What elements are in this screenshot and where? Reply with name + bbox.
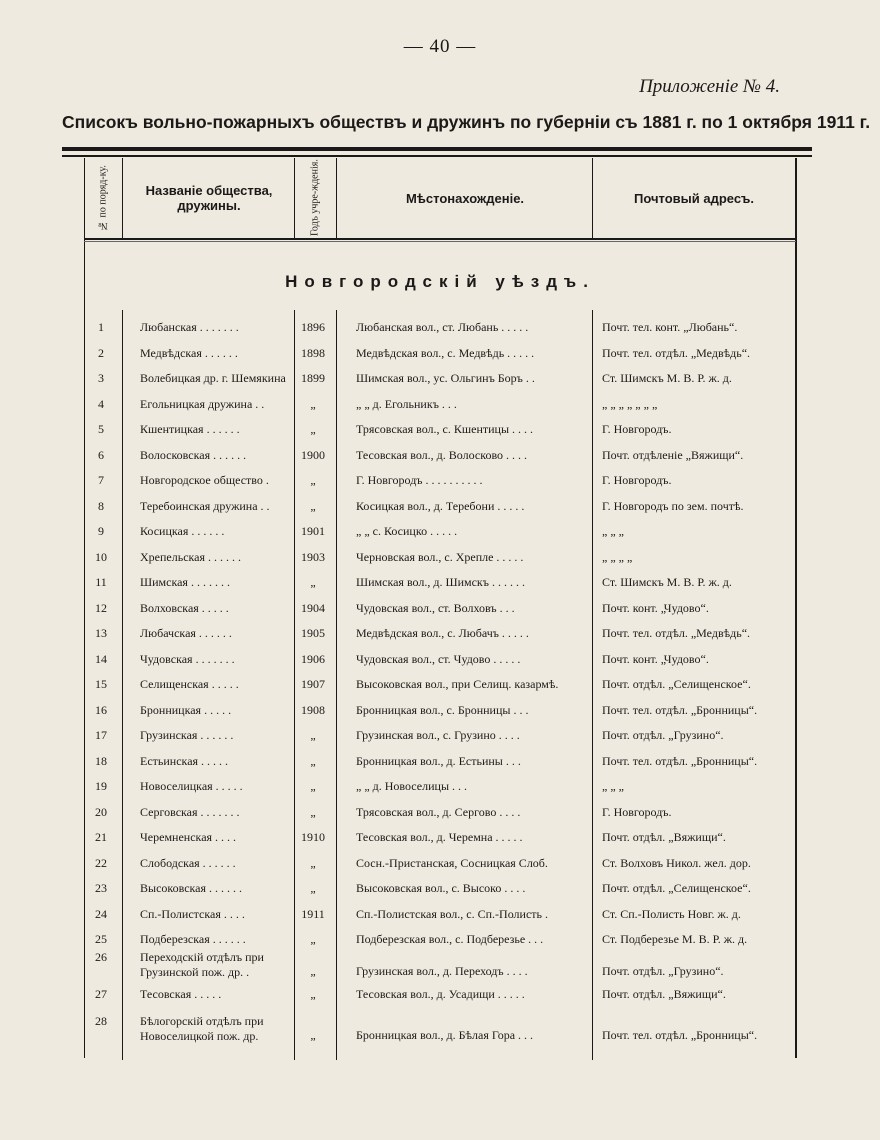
title-rule-thick	[62, 147, 812, 151]
location: „ „ д. Егольникъ . . .	[356, 396, 457, 411]
postal-address: „ „ „	[602, 779, 624, 793]
society-name: Серговская . . . . . . .	[140, 804, 240, 819]
society-name: Шимская . . . . . . .	[140, 575, 230, 589]
society-name: Естьинская . . . . .	[140, 753, 229, 768]
society-name: Переходскій отдѣлъ при Грузинской пож. др. .	[140, 950, 264, 979]
row-number: 1	[98, 320, 104, 334]
row-number: 11	[95, 575, 107, 589]
location: Сп.-Полистская вол., с. Сп.-Полисть .	[356, 906, 548, 921]
location: Подберезская вол., с. Подберезье . . .	[356, 932, 544, 946]
society-name: Селищенская . . . . .	[140, 677, 239, 691]
founding-year: „	[310, 987, 316, 1001]
postal-address: Почт. тел. отдѣл. „Бронницы“.	[602, 1028, 758, 1042]
society-name: Слободская . . . . . .	[140, 855, 236, 870]
founding-year: 1906	[301, 651, 325, 666]
table-row	[84, 1014, 796, 1048]
society-name: Новоселицкая . . . . .	[140, 779, 243, 793]
appendix-label: Приложеніе № 4.	[639, 76, 780, 97]
header-divider-3	[336, 158, 337, 238]
row-number: 14	[95, 651, 107, 666]
founding-year: 1896	[301, 320, 325, 334]
header-num: № по поряд-ку.	[97, 165, 109, 231]
row-number: 21	[95, 830, 107, 844]
society-name: Егольницкая дружина . .	[140, 396, 265, 411]
postal-address: Почт. тел. отдѣл. „Бронницы“.	[602, 753, 758, 768]
row-number: 23	[95, 881, 107, 895]
postal-address: Ст. Подберезье М. В. Р. ж. д.	[602, 932, 748, 946]
row-number: 15	[95, 677, 107, 691]
header-location: Мѣстонахожденіе.	[405, 190, 525, 206]
founding-year: 1901	[301, 524, 325, 538]
society-name: Волебицкая др. г. Шемякина	[140, 371, 286, 385]
location: Тесовская вол., д. Черемна . . . . .	[356, 830, 523, 844]
founding-year: 1904	[301, 600, 325, 615]
location: „ „ д. Новоселицы . . .	[356, 779, 467, 793]
postal-address: Ст. Волховъ Никол. жел. дор.	[602, 855, 751, 870]
founding-year: „	[310, 964, 316, 978]
location: Трясовская вол., с. Кшентицы . . . .	[356, 422, 534, 436]
founding-year: 1900	[301, 447, 325, 462]
location: Черновская вол., с. Хрепле . . . . .	[356, 549, 524, 564]
row-number: 19	[95, 779, 107, 793]
postal-address: Почт. тел. отдѣл. „Медвѣдь“.	[602, 345, 751, 360]
location: Медвѣдская вол., с. Медвѣдь . . . . .	[356, 345, 535, 360]
row-number: 2	[98, 345, 104, 360]
founding-year: „	[310, 753, 316, 768]
postal-address: Г. Новгородъ.	[602, 473, 672, 487]
postal-address: Почт. отдѣленіе „Вяжищи“.	[602, 447, 744, 462]
society-name: Волховская . . . . .	[140, 600, 229, 615]
location: Чудовская вол., ст. Волховъ . . .	[356, 600, 515, 615]
section-title: Новгородскій уѣздъ.	[285, 272, 595, 291]
society-name: Теребоинская дружина . .	[140, 498, 270, 513]
row-number: 16	[95, 702, 107, 717]
row-number: 5	[98, 422, 104, 436]
founding-year: „	[310, 932, 316, 946]
founding-year: 1903	[301, 549, 325, 564]
header-divider-2	[294, 158, 295, 238]
row-number: 17	[95, 728, 107, 742]
row-number: 22	[95, 855, 107, 870]
location: Чудовская вол., ст. Чудово . . . . .	[356, 651, 521, 666]
society-name: Подберезская . . . . . .	[140, 932, 246, 946]
founding-year: 1905	[301, 626, 325, 640]
postal-address: Почт. тел. отдѣл. „Бронницы“.	[602, 702, 758, 717]
society-name: Бронницкая . . . . .	[140, 702, 232, 717]
row-number: 10	[95, 549, 107, 564]
society-name: Черемненская . . . .	[140, 830, 237, 844]
location: Медвѣдская вол., с. Любачъ . . . . .	[356, 626, 529, 640]
society-name: Чудовская . . . . . . .	[140, 651, 235, 666]
society-name: Хрепельская . . . . . .	[140, 549, 242, 564]
society-name: Любачская . . . . . .	[140, 626, 232, 640]
header-rule	[84, 238, 796, 240]
row-number: 25	[95, 932, 107, 946]
founding-year: „	[310, 779, 316, 793]
location: Грузинская вол., с. Грузино . . . .	[356, 728, 520, 742]
postal-address: Почт. тел. конт. „Любань“.	[602, 320, 738, 334]
founding-year: 1908	[301, 702, 325, 717]
row-number: 18	[95, 753, 107, 768]
society-name: Бѣлогорскій отдѣлъ при Новоселицкой пож. др.	[140, 1014, 264, 1043]
title-rule-thin	[62, 155, 812, 157]
location: Трясовская вол., д. Сергово . . . .	[356, 804, 521, 819]
society-name: Медвѣдская . . . . . .	[140, 345, 238, 360]
founding-year: „	[310, 1028, 316, 1042]
postal-address: „ „ „	[602, 524, 624, 538]
header-address: Почтовый адресъ.	[634, 190, 754, 206]
row-number: 9	[98, 524, 104, 538]
row-number: 24	[95, 906, 107, 921]
founding-year: 1907	[301, 677, 325, 691]
location: Высоковская вол., с. Высоко . . . .	[356, 881, 526, 895]
page-title: Списокъ вольно-пожарныхъ обществъ и дружинъ по губерніи съ 1881 г. по 1 октября 1911 г.	[62, 112, 871, 132]
society-name: Высоковская . . . . . .	[140, 881, 243, 895]
location: Бронницкая вол., д. Естьины . . .	[356, 753, 521, 768]
founding-year: „	[310, 422, 316, 436]
society-name: Тесовская . . . . .	[140, 987, 222, 1001]
postal-address: Почт. конт. „Чудово“.	[602, 600, 709, 615]
row-number: 28	[95, 1014, 107, 1028]
row-number: 4	[98, 396, 104, 411]
location: Бронницкая вол., с. Бронницы . . .	[356, 702, 529, 717]
row-number: 7	[98, 473, 104, 487]
postal-address: Ст. Шимскъ М. В. Р. ж. д.	[602, 371, 732, 385]
society-name: Грузинская . . . . . .	[140, 728, 234, 742]
location: Сосн.-Пристанская, Сосницкая Слоб.	[356, 855, 548, 870]
founding-year: 1899	[301, 371, 325, 385]
location: Тесовская вол., д. Усадищи . . . . .	[356, 987, 525, 1001]
location: Любанская вол., ст. Любань . . . . .	[356, 320, 529, 334]
founding-year: 1910	[301, 830, 325, 844]
founding-year: „	[310, 498, 316, 513]
row-number: 6	[98, 447, 104, 462]
location: Бронницкая вол., д. Бѣлая Гора . . .	[356, 1028, 534, 1042]
location: Косицкая вол., д. Теребони . . . . .	[356, 498, 525, 513]
founding-year: „	[310, 473, 316, 487]
table-row	[84, 950, 796, 984]
row-number: 27	[95, 987, 107, 1001]
postal-address: Почт. отдѣл. „Селищенское“.	[602, 677, 751, 691]
page-number: — 40 —	[403, 36, 477, 57]
postal-address: Почт. отдѣл. „Грузино“.	[602, 728, 724, 742]
location: „ „ с. Косицко . . . . .	[356, 524, 458, 538]
society-name: Любанская . . . . . . .	[140, 320, 239, 334]
society-name: Кшентицкая . . . . . .	[140, 422, 240, 436]
founding-year: „	[310, 396, 316, 411]
postal-address: „ „ „ „ „ „ „	[602, 396, 658, 411]
row-number: 8	[98, 498, 104, 513]
founding-year: 1898	[301, 345, 325, 360]
postal-address: „ „ „ „	[602, 549, 633, 564]
row-number: 26	[95, 950, 107, 964]
postal-address: Почт. тел. отдѣл. „Медвѣдь“.	[602, 626, 751, 640]
society-name: Новгородское общество .	[140, 473, 269, 487]
founding-year: „	[310, 855, 316, 870]
society-name: Косицкая . . . . . .	[140, 524, 225, 538]
location: Грузинская вол., д. Переходъ . . . .	[356, 964, 528, 978]
postal-address: Почт. отдѣл. „Вяжищи“.	[602, 987, 726, 1001]
header-name: Названіе общества, дружины.	[145, 183, 273, 213]
location: Г. Новгородъ . . . . . . . . . .	[356, 473, 483, 487]
founding-year: „	[310, 804, 316, 819]
founding-year: „	[310, 575, 316, 589]
header-rule-thin	[84, 241, 796, 242]
location: Высоковская вол., при Селищ. казармѣ.	[356, 677, 559, 691]
postal-address: Почт. отдѣл. „Вяжищи“.	[602, 830, 726, 844]
society-name: Волосковская . . . . . .	[140, 447, 247, 462]
founding-year: 1911	[301, 906, 325, 921]
postal-address: Г. Новгородъ.	[602, 804, 672, 819]
founding-year: „	[310, 881, 316, 895]
society-name: Сп.-Полистская . . . .	[140, 906, 245, 921]
row-number: 13	[95, 626, 107, 640]
header-divider-4	[592, 158, 593, 238]
postal-address: Почт. отдѣл. „Грузино“.	[602, 964, 724, 978]
postal-address: Г. Новгородъ.	[602, 422, 672, 436]
location: Тесовская вол., д. Волосково . . . .	[356, 447, 528, 462]
header-divider-1	[122, 158, 123, 238]
location: Шимская вол., ус. Ольгинъ Боръ . .	[356, 371, 535, 385]
row-number: 3	[98, 371, 104, 385]
founding-year: „	[310, 728, 316, 742]
postal-address: Г. Новгородъ по зем. почтѣ.	[602, 498, 744, 513]
header-year: Годъ учре-жденія.	[309, 159, 321, 237]
postal-address: Почт. конт. „Чудово“.	[602, 651, 709, 666]
postal-address: Почт. отдѣл. „Селищенское“.	[602, 881, 751, 895]
location: Шимская вол., д. Шимскъ . . . . . .	[356, 575, 525, 589]
row-number: 20	[95, 804, 107, 819]
postal-address: Ст. Сп.-Полисть Новг. ж. д.	[602, 906, 741, 921]
postal-address: Ст. Шимскъ М. В. Р. ж. д.	[602, 575, 732, 589]
row-number: 12	[95, 600, 107, 615]
